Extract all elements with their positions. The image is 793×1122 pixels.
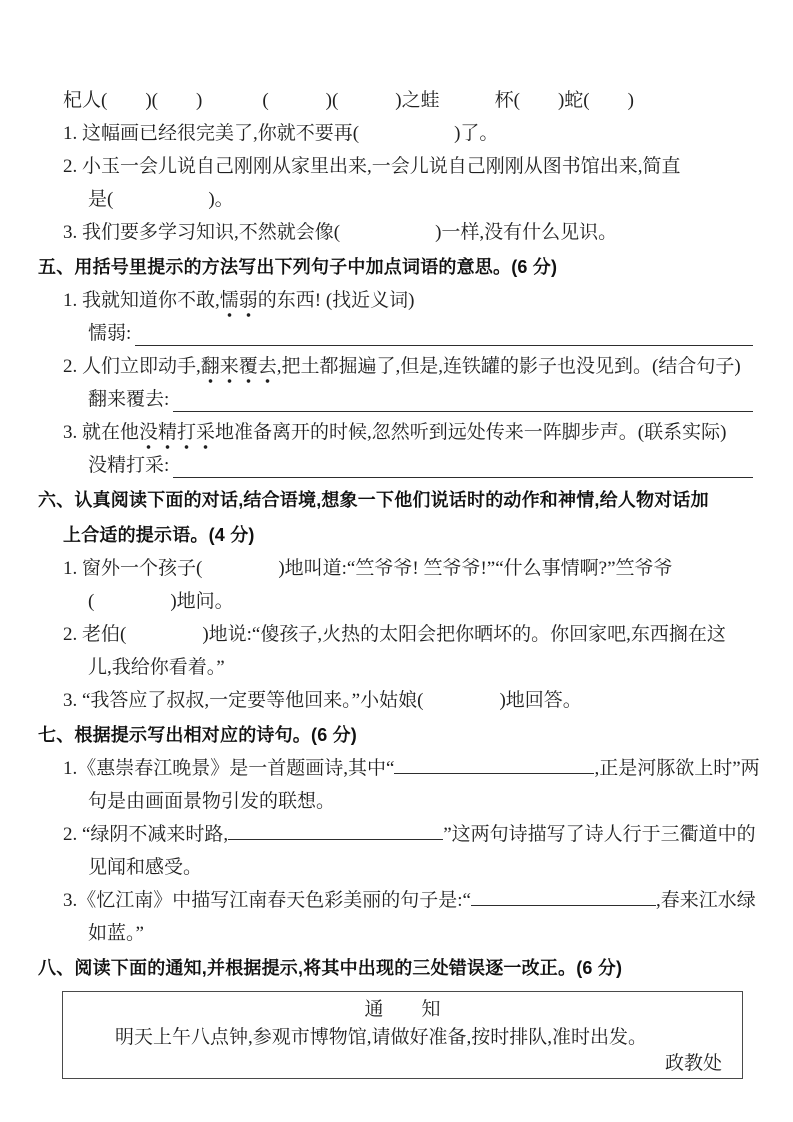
idiom-blank-qiren: 杞人( )( ) [63, 90, 203, 111]
section5-answer-1 [38, 317, 755, 350]
answer-blank-line [173, 385, 753, 412]
section7-item-3-line2: 如蓝。” [88, 923, 144, 944]
section5-heading: 五、用括号里提示的方法写出下列句子中加点词语的意思。(6 分) [38, 257, 558, 277]
section7-item-1-line1 [38, 752, 760, 785]
notice-body: 明天上午八点钟,参观市博物馆,请做好准备,按时排队,准时出发。 [115, 1027, 648, 1048]
sentence-pre: 1.《惠崇春江晚景》是一首题画诗,其中“ [63, 758, 395, 779]
section5-item-2 [38, 350, 755, 383]
answer-blank-line [173, 451, 753, 478]
notice-signature: 政教处 [664, 1053, 722, 1074]
section7-heading: 七、根据提示写出相对应的诗句。(6 分) [38, 725, 357, 745]
section6-item-3: 3. “我答应了叔叔,一定要等他回来。”小姑娘( )地回答。 [63, 690, 582, 711]
sentence-pre: 3. 就在他 [63, 422, 140, 443]
dotted-word: 懦弱 [220, 290, 258, 318]
section7-item-1-line2: 句是由画面景物引发的联想。 [88, 791, 336, 812]
notice-title: 通 知 [364, 999, 441, 1020]
section6-item-1-line2: ( )地问。 [88, 591, 234, 612]
section6-item-2-line2: 儿,我给你看着。” [88, 657, 225, 678]
idiom-fill-row [38, 84, 755, 117]
dotted-word: 没精打采 [139, 422, 215, 450]
sentence-post: ”这两句诗描写了诗人行于三衢道中的 [443, 824, 756, 845]
prelude-sentence-3: 3. 我们要多学习知识,不然就会像( )一样,没有什么见识。 [63, 222, 618, 243]
prelude-sentence-1: 1. 这幅画已经很完美了,你就不要再( )了。 [63, 123, 499, 144]
section8-heading: 八、阅读下面的通知,并根据提示,将其中出现的三处错误逐一改正。(6 分) [38, 958, 623, 978]
section7-item-3-line1 [38, 884, 755, 917]
section5-item-3 [38, 416, 755, 449]
answer-blank-line [135, 319, 753, 346]
sentence-pre: 2. “绿阴不减来时路, [63, 824, 229, 845]
poem-blank-line [471, 884, 656, 906]
prelude-sentence-2-line1: 2. 小玉一会儿说自己刚刚从家里出来,一会儿说自己刚刚从图书馆出来,简直 [63, 156, 681, 177]
sentence-post: 地准备离开的时候,忽然听到远处传来一阵脚步声。(联系实际) [215, 422, 727, 443]
sentence-pre: 2. 人们立即动手, [63, 356, 201, 377]
section5-answer-2 [38, 383, 755, 416]
sentence-post: ,春来江水绿 [655, 890, 756, 911]
sentence-post: ,正是河豚欲上时”两 [594, 758, 760, 779]
section6-heading-line2: 上合适的提示语。(4 分) [63, 525, 255, 545]
dotted-word: 翻来覆去 [201, 356, 277, 384]
answer-label: 翻来覆去: [88, 389, 170, 410]
sentence-post: ,把土都掘遍了,但是,连铁罐的影子也没见到。(结合句子) [276, 356, 741, 377]
section6-item-1-line1: 1. 窗外一个孩子( )地叫道:“竺爷爷! 竺爷爷!”“什么事情啊?”竺爷爷 [63, 558, 673, 579]
section7-item-2-line2: 见闻和感受。 [88, 857, 203, 878]
section6-item-2-line1: 2. 老伯( )地说:“傻孩子,火热的太阳会把你晒坏的。你回家吧,东西搁在这 [63, 624, 726, 645]
idiom-blank-beishe: 杯( )蛇( ) [494, 90, 634, 111]
idiom-blank-zhiwa: ( )( )之蛙 [262, 90, 440, 111]
sentence-pre: 3.《忆江南》中描写江南春天色彩美丽的句子是:“ [63, 890, 471, 911]
sentence-post: 的东西! (找近义词) [257, 290, 415, 311]
section5-answer-3 [38, 449, 755, 482]
section6-heading-line1: 六、认真阅读下面的对话,结合语境,想象一下他们说话时的动作和神情,给人物对话加 [38, 490, 709, 510]
answer-label: 懦弱: [88, 323, 132, 344]
section5-item-1 [38, 284, 755, 317]
notice-box [62, 991, 743, 1079]
answer-label: 没精打采: [88, 455, 170, 476]
poem-blank-line [228, 818, 443, 840]
poem-blank-line [394, 752, 594, 774]
sentence-pre: 1. 我就知道你不敢, [63, 290, 220, 311]
prelude-sentence-2-line2: 是( )。 [88, 189, 234, 210]
section7-item-2-line1 [38, 818, 755, 851]
